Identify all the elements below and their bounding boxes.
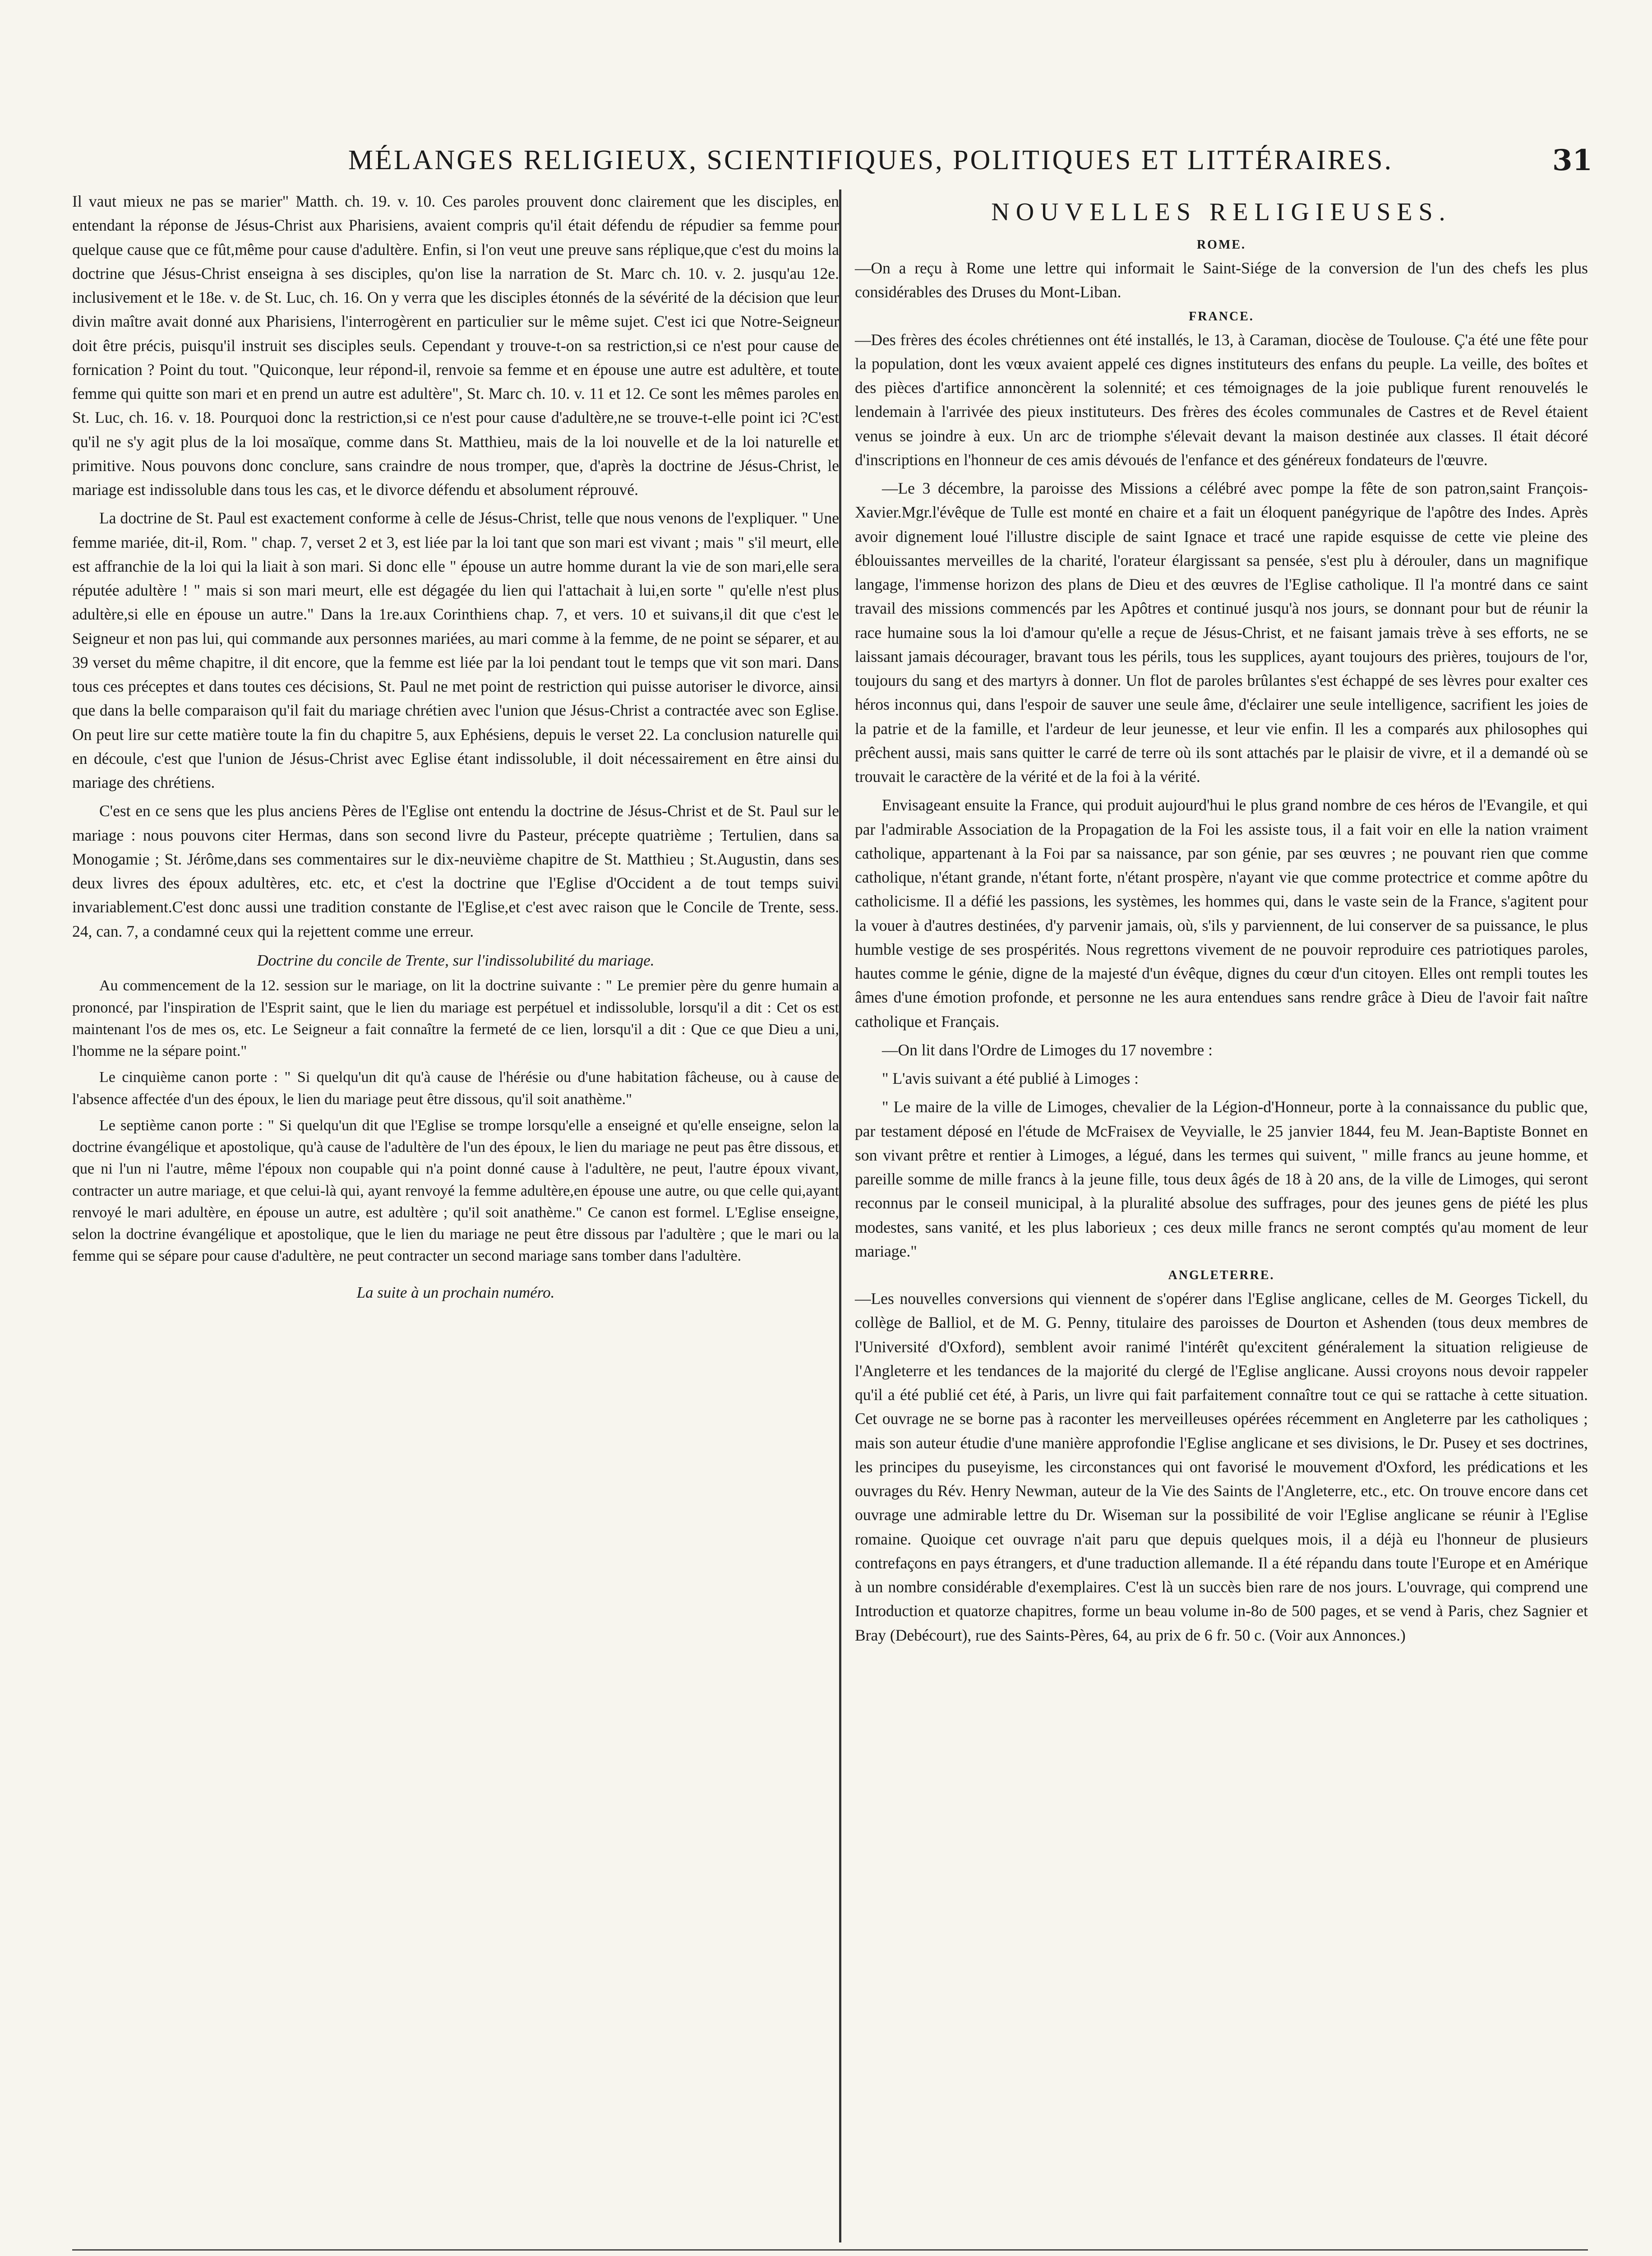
- article-paragraph: Il vaut mieux ne pas se marier" Matth. ch. 19. v. 10. Ces paroles prouvent donc clairement que les disciples, en entendant la réponse de Jésus-Christ aux Pharisiens, avaient compris qu'il était défendu de répudier sa femme pour quelque cause que ce fût,même pour cause d'adultère. Enfin, si l'on veut une preuve sans réplique,que c'est du moins la doctrine que Jésus-Christ enseigna à ses disciples, qu'on lise la narration de St. Marc ch. 10. v. 2. jusqu'au 12e. inclusivement et le 18e. v. de St. Luc, ch. 16. On y verra que les disciples étonnés de la sévérité de la décision que leur divin maître avait donné aux Pharisiens, l'interrogèrent en particulier sur le même sujet. C'est ici que Notre-Seigneur doit être précis, puisqu'il instruit ses disciples seuls. Cependant y trouve-t-on sa restriction,si ce n'est pour cause de fornication ? Point du tout. "Quiconque, leur répond-il, renvoie sa femme et en épouse une autre est adultère, et toute femme qui quitte son mari et en prend un autre est adultère", St. Marc ch. 10. v. 11 et 12. Ce sont les mêmes paroles en St. Luc, ch. 16. v. 18. Pourquoi donc la restriction,si ce n'est pour cause d'adultère,ne se trouve-t-elle point ici ?C'est qu'il ne s'y agit plus de la loi mosaïque, comme dans St. Matthieu, mais de la loi nouvelle et de la loi naturelle et primitive. Nous pouvons donc conclure, sans craindre de nous tromper, que, d'après la doctrine de Jésus-Christ, le mariage est indissoluble dans tous les cas, et le divorce défendu et absolument réprouvé.: [72, 192, 839, 499]
- rome-heading: ROME.: [1196, 238, 1246, 252]
- section-title: NOUVELLES RELIGIEUSES.: [991, 198, 1452, 226]
- article-paragraph: La doctrine de St. Paul est exactement conforme à celle de Jésus-Christ, telle que nous venons de l'expliquer. " Une femme mariée, dit-il, Rom. " chap. 7, verset 2 et 3, est liée par la loi tant que son mari est vivant ; mais " s'il meurt, elle est affranchie de la loi qui la liait à son mari. Si donc elle " épouse un autre homme durant la vie de son mari,elle sera réputée adultère ! " mais si son mari meurt, elle est dégagée du lien qui l'attachait à lui,en sorte " qu'elle n'est plus adultère,si elle en épouse un autre." Dans la 1re.aux Corinthiens chap. 7, et vers. 10 et suivans,il dit que c'est le Seigneur et non pas lui, qui commande aux personnes mariées, au mari comme à la femme, de ne point se séparer, et au 39 verset du même chapitre, il dit encore, que la femme est liée par la loi pendant tout le temps que vit son mari. Dans tous ces préceptes et dans toutes ces décisions, St. Paul ne met point de restriction qui puisse autoriser le divorce, ainsi que dans la belle comparaison qu'il fait du mariage chrétien avec l'union que Jésus-Christ a contractée avec son Eglise. On peut lire sur cette matière toute la fin du chapitre 5, aux Ephésiens, depuis le verset 22. La conclusion naturelle qui en découle, c'est que l'union de Jésus-Christ avec Eglise étant indissoluble, il doit nécessairement en être ainsi du mariage des chrétiens.: [72, 509, 839, 791]
- masthead: [149, 135, 1592, 185]
- council-doctrine-heading: Doctrine du concile de Trente, sur l'indissolubilité du mariage.: [257, 951, 655, 969]
- publication-title: MÉLANGES RELIGIEUX, SCIENTIFIQUES, POLITIQUES ET LITTÉRAIRES.: [348, 144, 1394, 176]
- france-heading: FRANCE.: [1189, 309, 1254, 324]
- news-item: —Le 3 décembre, la paroisse des Missions a célébré avec pompe la fête de son patron,saint François-Xavier.Mgr.l'évêque de Tulle est monté en chaire et a fait un éloquent panégyrique de l'apôtre des Indes. Après avoir dignement loué l'illustre disciple de saint Ignace et tracé une rapide esquisse de cette vie pleine des éblouissantes merveilles de la charité, l'orateur élargissant sa pensée, s'est plu à dérouler, dans un magnifique langage, l'immense horizon des plans de Dieu et des œuvres de l'Eglise catholique. Il l'a montré dans ce saint travail des missions commencés par les Apôtres et continué jusqu'à nos jours, se donnant pour but de réunir la race humaine sous la loi d'amour qu'elle a reçue de Jésus-Christ, et ne faisant jamais trève à ses efforts, ne se laissant jamais décourager, bravant tous les périls, tous les supplices, ayant toujours des prières, toujours de l'or, toujours du sang et des martyrs à donner. Un flot de paroles brûlantes s'est échappé de ses lèvres pour exalter ces héros inconnus qui, dans l'espoir de sauver une seule âme, d'éclairer une seule intelligence, sacrifient les joies de la patrie et de la famille, et l'ardeur de leur jeunesse, et leur vie enfin. Il les a comparés aux philosophes qui prêchent aussi, mais sans quitter le carré de terre où ils sont attachés par le plaisir de vivre, et il a demandé où se trouvait le caractère de la vérité et de la foi à la vérité.: [855, 479, 1588, 786]
- england-heading: ANGLETERRE.: [1168, 1268, 1275, 1282]
- council-excerpt: [72, 975, 839, 1267]
- bottom-rule: [72, 2249, 1588, 2251]
- article-paragraph: Le septième canon porte : " Si quelqu'un dit que l'Eglise se trompe lorsqu'elle a enseigné et qu'elle enseigne, selon la doctrine évangélique et apostolique, qu'à cause de l'adultère de l'un des époux, le lien du mariage ne peut pas être dissous, et que ni l'un ni l'autre, même l'époux non coupable qui n'a point donné cause à l'adultère, ne peut, l'autre époux vivant, contracter un autre mariage, et que celui-là qui, ayant renvoyé la femme adultère,en épouse une autre, ou que celle qui,ayant renvoyé le mari adultère, en épouse un autre, est adultère ; qu'il soit anathème." Ce canon est formel. L'Eglise enseigne, selon la doctrine évangélique et apostolique, que le lien du mariage ne peut être dissous par l'adultère ; que le mari ou la femme qui se sépare pour cause d'adultère, ne peut contracter un second mariage sans tomber dans l'adultère.: [72, 1117, 839, 1265]
- article-paragraph: C'est en ce sens que les plus anciens Pères de l'Eglise ont entendu la doctrine de Jésus-Christ et de St. Paul sur le mariage : nous pouvons citer Hermas, dans son second livre du Pasteur, précepte quatrième ; Tertulien, dans sa Monogamie ; St. Jérôme,dans ses commentaires sur le dix-neuvième chapitre de St. Matthieu ; St.Augustin, dans ses deux livres des époux adultères, etc. etc, et c'est la doctrine que l'Eglise d'Occident a de tout temps suivi invariablement.C'est donc aussi une tradition constante de l'Eglise,et c'est avec raison que le Concile de Trente, sess. 24, can. 7, a condamné ceux qui la rejettent comme une erreur.: [72, 802, 839, 940]
- news-item: —On a reçu à Rome une lettre qui informait le Saint-Siége de la conversion de l'un des chefs les plus considérables des Druses du Mont-Liban.: [855, 259, 1588, 301]
- right-column: [839, 190, 1588, 2242]
- news-item: " L'avis suivant a été publié à Limoges :: [882, 1069, 1139, 1087]
- news-item: " Le maire de la ville de Limoges, chevalier de la Légion-d'Honneur, porte à la connaissance du public que, par testament déposé en l'étude de McFraisex de Veyvialle, le 25 janvier 1844, feu M. Jean-Baptiste Bonnet en son vivant prêtre et rentier à Limoges, a légué, dans les termes qui suivent, " mille francs au jeune homme, et pareille somme de mille francs à la jeune fille, tous deux âgés de 18 à 20 ans, de la ville de Limoges, qui seront reconnus par le conseil municipal, à la pluralité absolue des suffrages, pour des jeunes gens de piété les plus modestes, sans vanité, et les plus laborieux ; ces deux mille francs ne seront comptés qu'au moment de leur mariage.": [855, 1098, 1588, 1260]
- news-item: —Des frères des écoles chrétiennes ont été installés, le 13, à Caraman, diocèse de Toulouse. Ç'a été une fête pour la population, dont les vœux avaient appelé ces dignes instituteurs des enfans du peuple. La veille, des boîtes et des pièces d'artifice annoncèrent la solennité; et ces témoignages de la joie publique furent renouvelés le lendemain à l'arrivée des pieux instituteurs. Des frères des écoles communales de Castres et de Revel étaient venus se joindre à eux. Un arc de triomphe s'élevait devant la maison destinée aux classes. Il était décoré d'inscriptions en l'honneur de ces amis dévoués de l'enfance et des généreux fondateurs de l'œuvre.: [855, 330, 1588, 469]
- article-paragraph: Au commencement de la 12. session sur le mariage, on lit la doctrine suivante : " Le premier père du genre humain a prononcé, par l'inspiration de l'Esprit saint, que le lien du mariage est perpétuel et indissoluble, lorsqu'il a dit : Cet os est maintenant l'os de mes os, etc. Le Seigneur a fait connaître la fermeté de ce lien, lorsqu'il a dit : Que ce que Dieu a uni, l'homme ne la sépare point.": [72, 977, 839, 1060]
- news-item: —Les nouvelles conversions qui viennent de s'opérer dans l'Eglise anglicane, celles de M. Georges Tickell, du collège de Balliol, et de M. G. Penny, titulaire des paroisses de Dourton et Ashenden (tous deux membres de l'Université d'Oxford), semblent avoir ranimé l'intérêt qu'excitent généralement la situation religieuse de l'Angleterre et les tendances de la majorité du clergé de l'Eglise anglicane. Aussi croyons nous devoir rappeler qu'il a été publié cet été, à Paris, un livre qui fait parfaitement connaître tout ce qui se rattache à cette situation. Cet ouvrage ne se borne pas à raconter les merveilleuses opérées récemment en Angleterre par les catholiques ; mais son auteur étudie d'une manière approfondie l'Eglise anglicane et ses divisions, le Dr. Pusey et ses doctrines, les principes du puseyisme, les circonstances qui ont favorisé le mouvement d'Oxford, les prédications et les ouvrages du Rév. Henry Newman, auteur de la Vie des Saints de l'Angleterre, etc., etc. On trouve encore dans cet ouvrage une admirable lettre du Dr. Wiseman sur la possibilité de voir l'Eglise anglicane se réunir à l'Eglise romaine. Quoique cet ouvrage n'ait paru que depuis quelques mois, il a déjà eu l'honneur de plusieurs contrefaçons en pays étrangers, et d'une traduction allemande. Il a été répandu dans toute l'Europe et en Amérique à un nombre considérable d'exemplaires. C'est là un succès bien rare de nos jours. L'ouvrage, qui comprend une Introduction et quatorze chapitres, forme un beau volume in-8o de 500 pages, et se vend à Paris, chez Sagnier et Bray (Debécourt), rue des Saints-Pères, 64, au prix de 6 fr. 50 c. (Voir aux Annonces.): [855, 1290, 1588, 1644]
- article-paragraph: Le cinquième canon porte : " Si quelqu'un dit qu'à cause de l'hérésie ou d'une habitation fâcheuse, ou à cause de l'absence affectée d'un des époux, le lien du mariage peut être dissous, qu'il soit anathème.": [72, 1069, 839, 1108]
- news-item: Envisageant ensuite la France, qui produit aujourd'hui le plus grand nombre de ces héros de l'Evangile, et qui par l'admirable Association de la Propagation de la Foi les assiste tous, il a fait voir en elle la nation vraiment catholique, appartenant à la Foi par sa naissance, par son génie, par ses œuvres ; ne pouvant rien que comme catholique, n'étant grande, n'étant forte, n'étant prospère, n'ayant vie que comme protectrice et comme apôtre du catholicisme. Il a défié les passions, les systèmes, les hommes qui, dans le vaste sein de la France, s'agitent pour la vouer à d'autres destinées, d'y parvenir jamais, où, s'ils y parviennent, de lui conserver de sa puissance, le plus humble vestige de ses prospérités. Nous regrettons vivement de ne pouvoir reproduire ces patriotiques paroles, hautes comme le génie, digne de la majesté d'un évêque, dignes du cœur d'un citoyen. Elles ont rempli toutes les âmes d'une émotion profonde, et personne ne les aura entendues sans rendre grâce à Dieu de l'avoir fait naître catholique et Français.: [855, 796, 1588, 1031]
- left-column: [72, 190, 839, 2242]
- page-number: 31: [1552, 143, 1592, 177]
- continued-note: La suite à un prochain numéro.: [356, 1283, 555, 1301]
- news-item: —On lit dans l'Ordre de Limoges du 17 novembre :: [882, 1040, 1213, 1059]
